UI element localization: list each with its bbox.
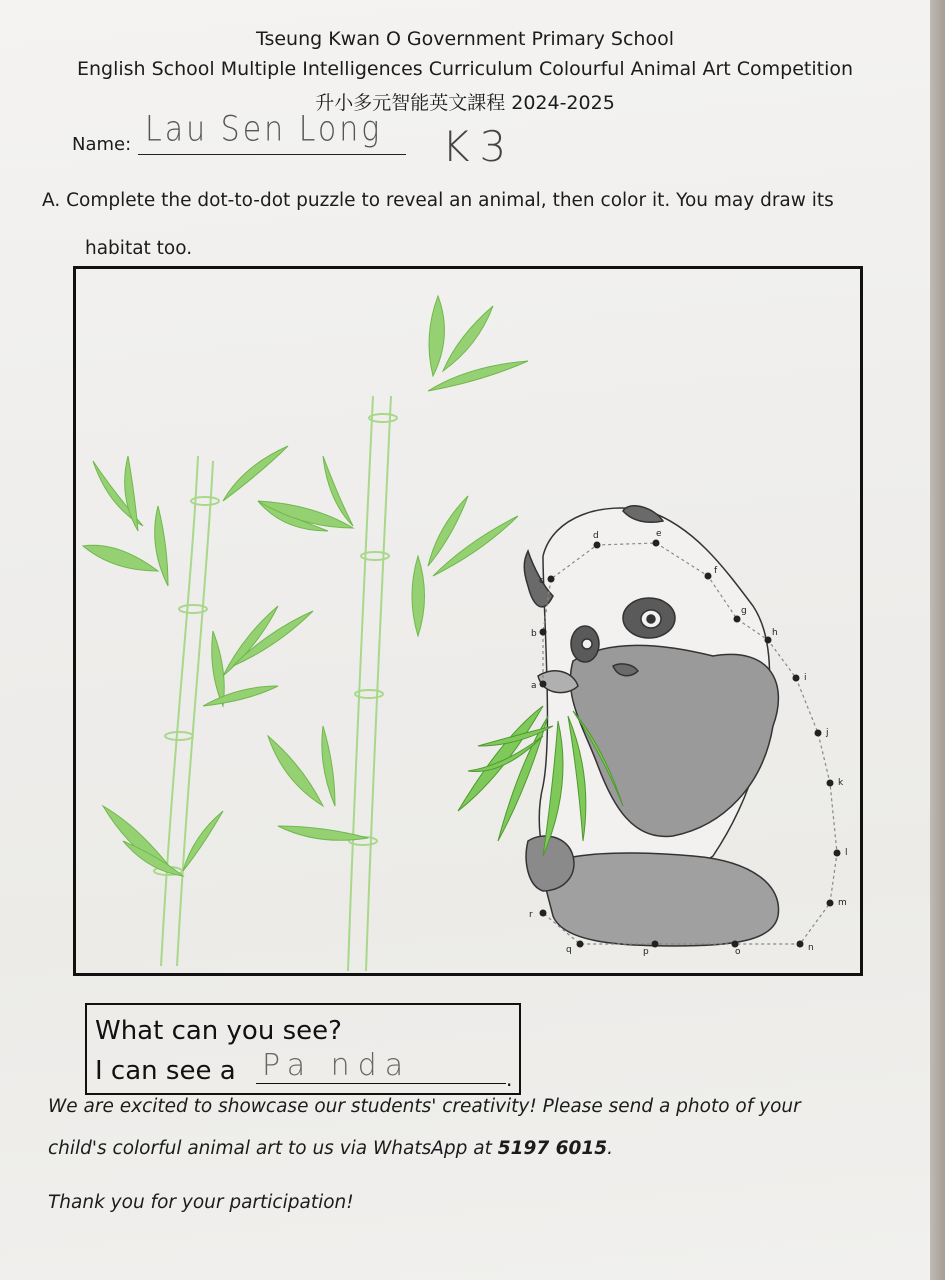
dot-r bbox=[540, 910, 547, 917]
answer-value: Pa nda bbox=[262, 1048, 412, 1083]
school-name: Tseung Kwan O Government Primary School bbox=[255, 28, 675, 50]
answer-underline bbox=[256, 1083, 506, 1084]
thanks-note: Thank you for your participation! bbox=[48, 1192, 354, 1213]
instruction-line-2: habitat too. bbox=[85, 238, 193, 259]
dot-l bbox=[834, 850, 841, 857]
dot-label-i: i bbox=[804, 673, 807, 683]
student-class: K3 bbox=[442, 122, 517, 171]
answer-prefix: I can see a bbox=[95, 1056, 236, 1086]
question-text: What can you see? bbox=[95, 1016, 342, 1046]
note-line-2 bbox=[48, 1138, 613, 1159]
dot-f bbox=[705, 573, 712, 580]
dot-label-f: f bbox=[714, 566, 718, 576]
dot-label-b: b bbox=[531, 629, 537, 639]
dot-h bbox=[765, 637, 772, 644]
dot-label-a: a bbox=[531, 681, 537, 691]
dot-label-n: n bbox=[808, 943, 814, 953]
dot-a bbox=[540, 681, 547, 688]
dot-n bbox=[797, 941, 804, 948]
dot-label-c: c bbox=[539, 576, 544, 586]
note-line-1: We are excited to showcase our students' creativity! Please send a photo of your bbox=[48, 1096, 801, 1117]
dot-label-r: r bbox=[529, 910, 533, 920]
course-subtitle: 升小多元智能英文課程 2024-2025 bbox=[315, 92, 615, 114]
dot-markers bbox=[73, 266, 863, 976]
dot-label-q: q bbox=[566, 945, 572, 955]
dot-i bbox=[793, 675, 800, 682]
note-line-2-text: child's colorful animal art to us via WhatsApp at bbox=[48, 1138, 498, 1159]
note-line-2-end: . bbox=[607, 1138, 614, 1159]
dot-k bbox=[827, 780, 834, 787]
dot-d bbox=[594, 542, 601, 549]
dot-label-p: p bbox=[643, 947, 649, 957]
name-underline bbox=[138, 154, 406, 155]
whatsapp-number: 5197 6015 bbox=[497, 1138, 608, 1159]
dot-label-k: k bbox=[838, 778, 844, 788]
dot-e bbox=[653, 540, 660, 547]
dot-label-l: l bbox=[845, 848, 848, 858]
dot-label-h: h bbox=[772, 628, 778, 638]
dot-label-j: j bbox=[826, 728, 829, 738]
dot-b bbox=[540, 629, 547, 636]
dot-m bbox=[827, 900, 834, 907]
dot-label-e: e bbox=[656, 529, 662, 539]
answer-period: . bbox=[506, 1067, 513, 1091]
dot-g bbox=[734, 616, 741, 623]
dot-label-m: m bbox=[838, 898, 847, 908]
student-name: Lau Sen Long bbox=[145, 109, 383, 150]
dot-q bbox=[577, 941, 584, 948]
dot-label-g: g bbox=[741, 606, 747, 616]
dot-c bbox=[548, 576, 555, 583]
dot-label-o: o bbox=[735, 947, 741, 957]
instruction-line-1: A. Complete the dot-to-dot puzzle to reveal an animal, then color it. You may draw its bbox=[42, 190, 834, 211]
dot-p bbox=[652, 941, 659, 948]
dot-j bbox=[815, 730, 822, 737]
dot-label-d: d bbox=[593, 531, 599, 541]
competition-title: English School Multiple Intelligences Curriculum Colourful Animal Art Competition bbox=[76, 58, 854, 80]
name-label: Name: bbox=[72, 134, 132, 155]
